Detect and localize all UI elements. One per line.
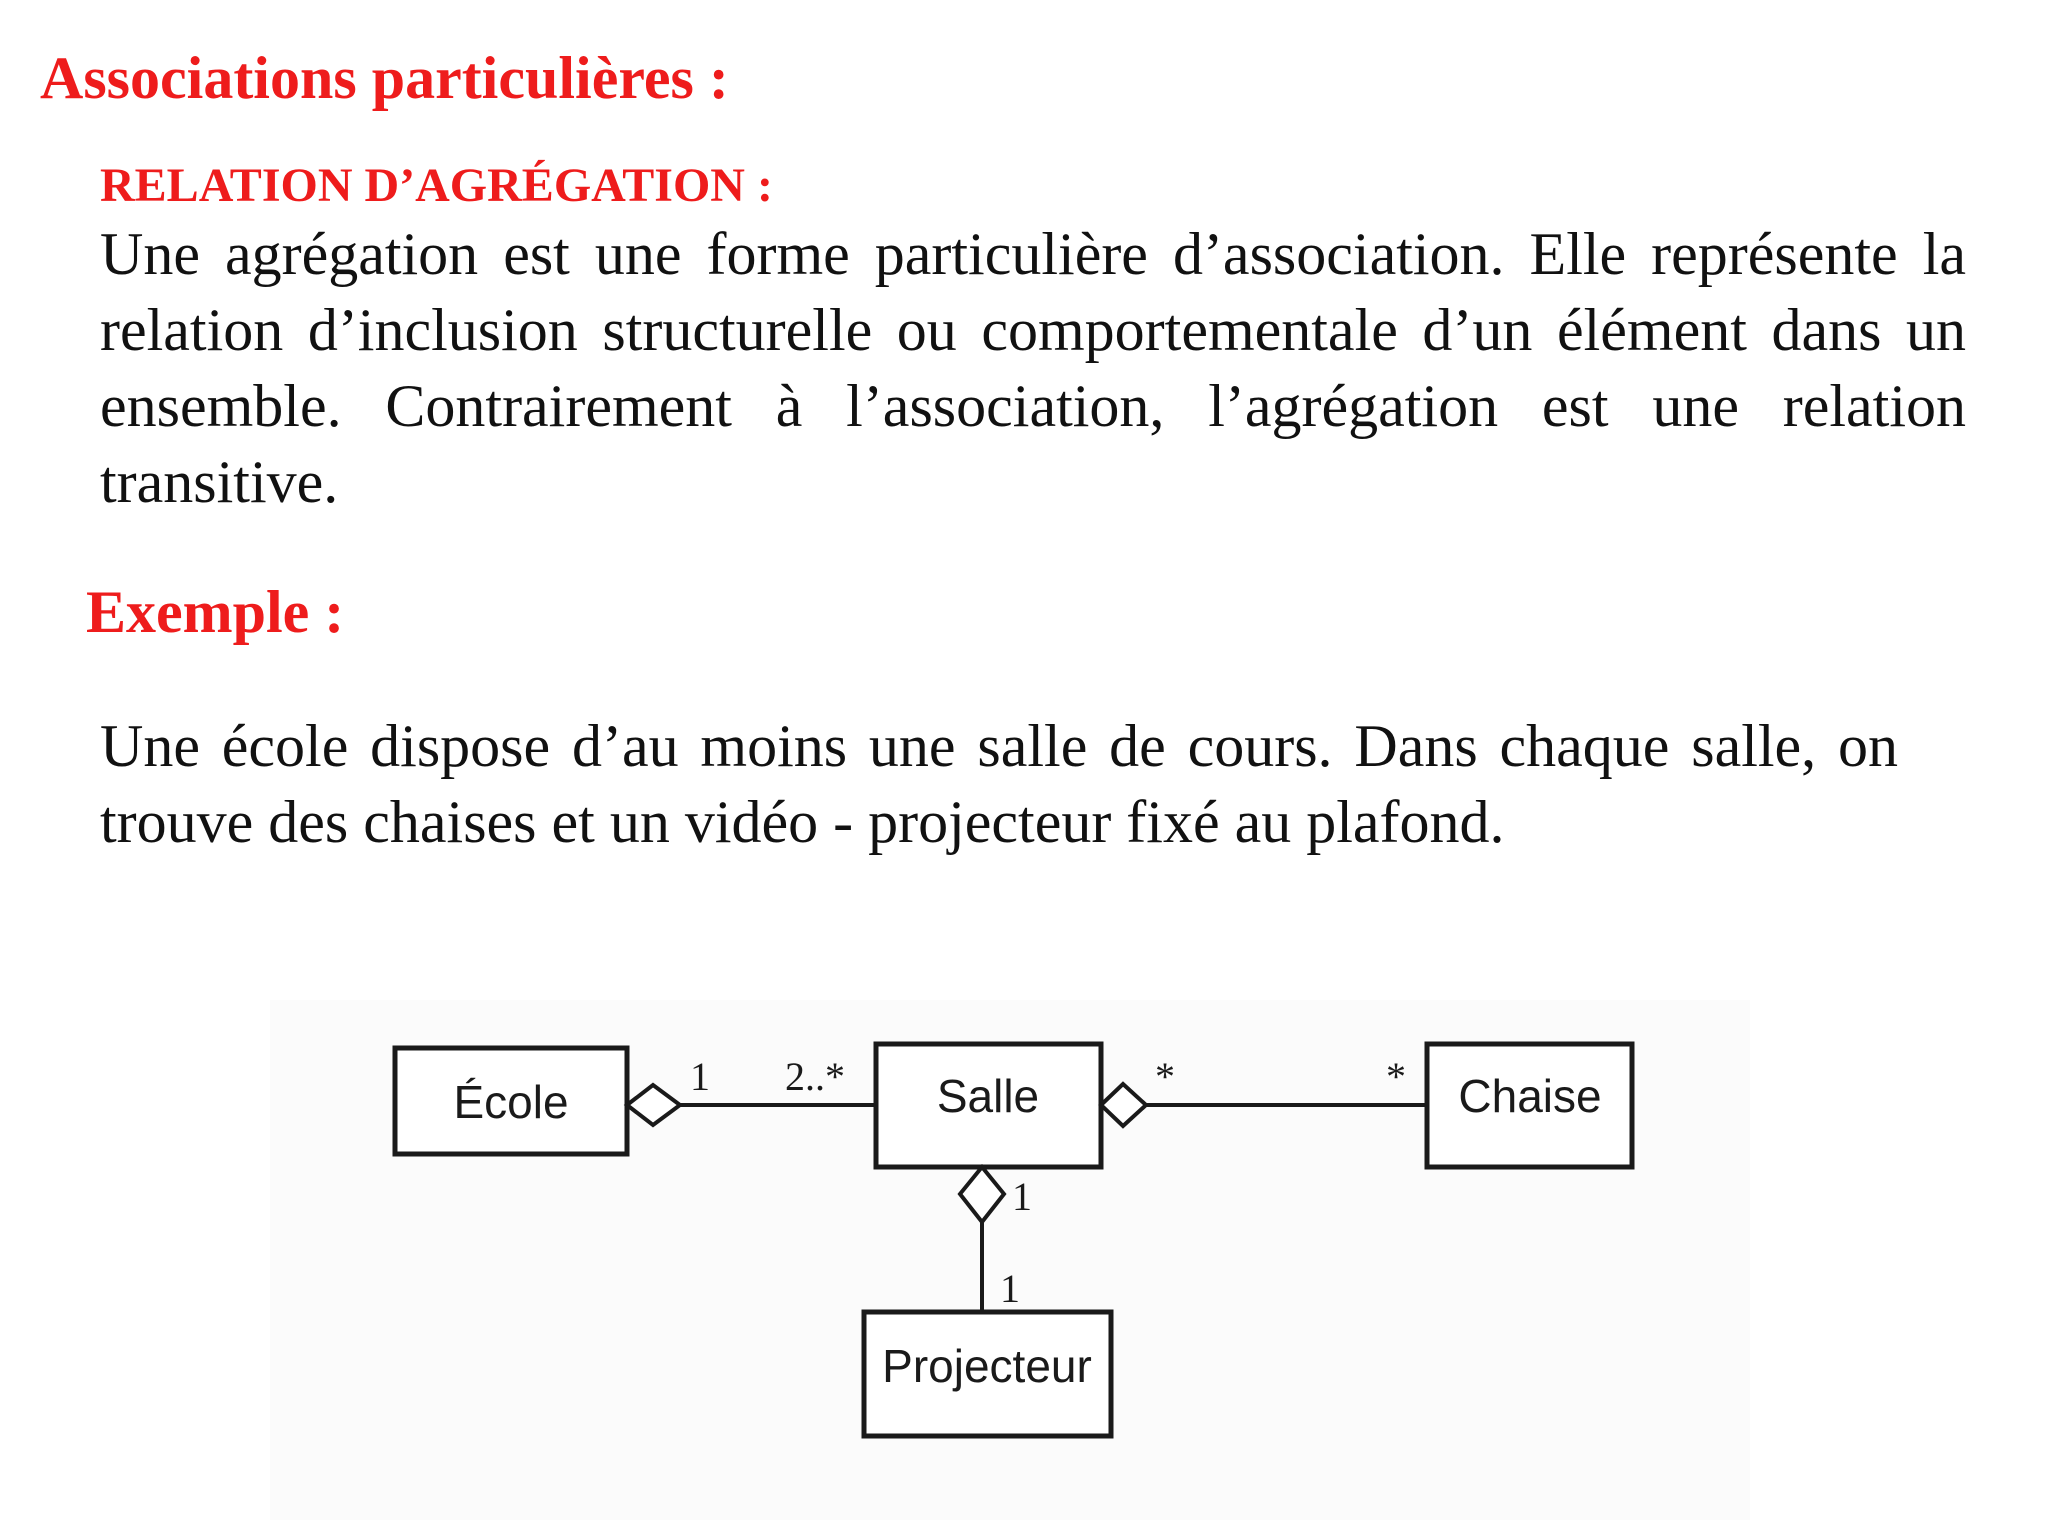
class-salle — [876, 1044, 1101, 1167]
class-projecteur — [864, 1312, 1111, 1436]
page-title: Associations particulières : — [40, 45, 729, 111]
mult-salle-from-ecole: 2..* — [785, 1054, 845, 1099]
section-title: RELATION D’AGRÉGATION : — [100, 159, 773, 212]
mult-chaise: * — [1386, 1054, 1406, 1099]
class-ecole — [395, 1048, 627, 1154]
class-salle-name: Salle — [936, 1070, 1040, 1122]
definition-paragraph: Une agrégation est une forme particulière d’association. Elle représente la relation d’inclusion structurelle ou comportementale d’un élément dans un ensemble. Contrairement à l’association, l’agrégation est une relation transitive. — [100, 221, 1966, 515]
mult-projecteur: 1 — [1000, 1266, 1020, 1311]
example-heading: Exemple : — [86, 579, 345, 645]
class-chaise-name: Chaise — [1458, 1070, 1602, 1122]
mult-salle-to-chaise: * — [1155, 1054, 1175, 1099]
example-paragraph: Une école dispose d’au moins une salle de cours. Dans chaque salle, on trouve des chaises et un vidéo - projecteur fixé au plafond. — [100, 713, 1898, 855]
class-projecteur-name: Projecteur — [882, 1340, 1092, 1392]
aggregation-diamond-salle-chaise — [1101, 1084, 1146, 1126]
class-chaise — [1427, 1044, 1632, 1167]
mult-ecole: 1 — [690, 1054, 710, 1099]
class-ecole-name: École — [453, 1076, 569, 1128]
aggregation-diamond-salle-projecteur — [960, 1167, 1004, 1222]
mult-salle-to-projecteur: 1 — [1012, 1174, 1032, 1219]
aggregation-diamond-ecole — [627, 1085, 680, 1125]
